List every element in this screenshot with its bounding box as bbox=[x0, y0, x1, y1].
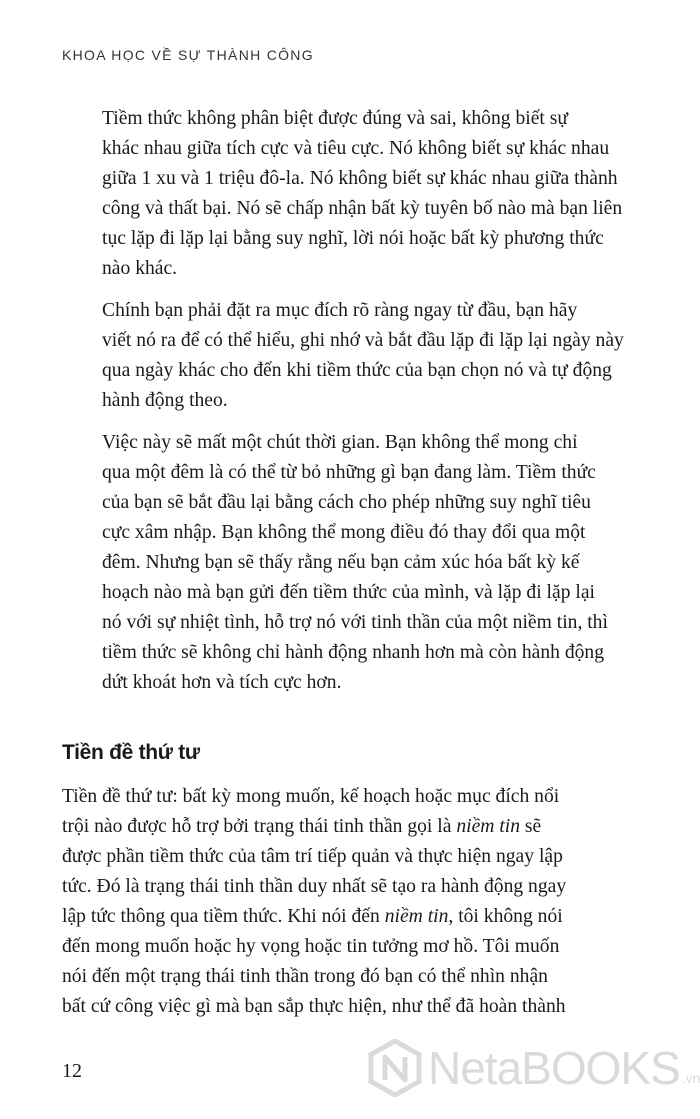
text-line: viết nó ra để có thể hiểu, ghi nhớ và bắt đầu lặp đi lặp lại ngày này bbox=[102, 330, 624, 351]
netabooks-logo-icon bbox=[368, 1039, 422, 1097]
body-text bbox=[62, 104, 646, 1034]
text-line: qua ngày khác cho đến khi tiềm thức của bạn chọn nó và tự động bbox=[102, 360, 612, 381]
watermark-suffix: .vn bbox=[681, 1070, 700, 1086]
text-line: cực xâm nhập. Bạn không thể mong điều đó thay đổi qua một bbox=[102, 522, 586, 543]
text-line: Tiềm thức không phân biệt được đúng và sai, không biết sự bbox=[102, 108, 568, 129]
text-line: Chính bạn phải đặt ra mục đích rõ ràng ngay từ đầu, bạn hãy bbox=[102, 300, 578, 321]
emphasis-text: niềm tin bbox=[384, 906, 449, 927]
text-line: đêm. Nhưng bạn sẽ thấy rằng nếu bạn cảm xúc hóa bất kỳ kế bbox=[102, 552, 580, 573]
page-number: 12 bbox=[62, 1060, 82, 1082]
text-line: trội nào được hỗ trợ bởi trạng thái tinh thần gọi là niềm tin sẽ bbox=[62, 816, 542, 837]
text-line: của bạn sẽ bắt đầu lại bằng cách cho phép những suy nghĩ tiêu bbox=[102, 492, 591, 513]
text-line: Việc này sẽ mất một chút thời gian. Bạn không thể mong chỉ bbox=[102, 432, 578, 453]
text-line: khác nhau giữa tích cực và tiêu cực. Nó không biết sự khác nhau bbox=[102, 138, 610, 159]
text-line: bất cứ công việc gì mà bạn sắp thực hiện, như thể đã hoàn thành bbox=[62, 996, 566, 1017]
text-line: dứt khoát hơn và tích cực hơn. bbox=[102, 672, 342, 693]
paragraph-4 bbox=[62, 782, 646, 1022]
watermark-logo bbox=[368, 1038, 700, 1098]
paragraph-3 bbox=[62, 428, 646, 698]
text-line: tục lặp đi lặp lại bằng suy nghĩ, lời nói hoặc bất kỳ phương thức bbox=[102, 228, 604, 249]
text-line: nào khác. bbox=[102, 258, 178, 279]
text-line: qua một đêm là có thể từ bỏ những gì bạn đang làm. Tiềm thức bbox=[102, 462, 596, 483]
text-line: nói đến một trạng thái tinh thần trong đó bạn có thể nhìn nhận bbox=[62, 966, 548, 987]
paragraph-1 bbox=[62, 104, 646, 284]
text-line: Tiền đề thứ tư: bất kỳ mong muốn, kế hoạch hoặc mục đích nổi bbox=[62, 786, 560, 807]
text-line: hoạch nào mà bạn gửi đến tiềm thức của mình, và lặp đi lặp lại bbox=[102, 582, 595, 603]
paragraph-2 bbox=[62, 296, 646, 416]
text-line: lập tức thông qua tiềm thức. Khi nói đến niềm tin, tôi không nói bbox=[62, 906, 563, 927]
text-line: tức. Đó là trạng thái tinh thần duy nhất sẽ tạo ra hành động ngay bbox=[62, 876, 567, 897]
text-line: nó với sự nhiệt tình, hỗ trợ nó với tinh thần của một niềm tin, thì bbox=[102, 612, 608, 633]
section-heading: Tiền đề thứ tư bbox=[62, 741, 200, 764]
text-line: tiềm thức sẽ không chỉ hành động nhanh hơn mà còn hành động bbox=[102, 642, 605, 663]
running-header: KHOA HỌC VỀ SỰ THÀNH CÔNG bbox=[62, 47, 314, 63]
text-line: được phần tiềm thức của tâm trí tiếp quản và thực hiện ngay lập bbox=[62, 846, 563, 867]
watermark-brand: NetaBOOKS bbox=[428, 1042, 680, 1094]
text-line: công và thất bại. Nó sẽ chấp nhận bất kỳ tuyên bố nào mà bạn liên bbox=[102, 198, 623, 219]
text-line: hành động theo. bbox=[102, 390, 228, 411]
text-line: đến mong muốn hoặc hy vọng hoặc tin tưởng mơ hồ. Tôi muốn bbox=[62, 936, 560, 957]
text-line: giữa 1 xu và 1 triệu đô-la. Nó không biết sự khác nhau giữa thành bbox=[102, 168, 618, 189]
emphasis-text: niềm tin bbox=[456, 816, 520, 837]
